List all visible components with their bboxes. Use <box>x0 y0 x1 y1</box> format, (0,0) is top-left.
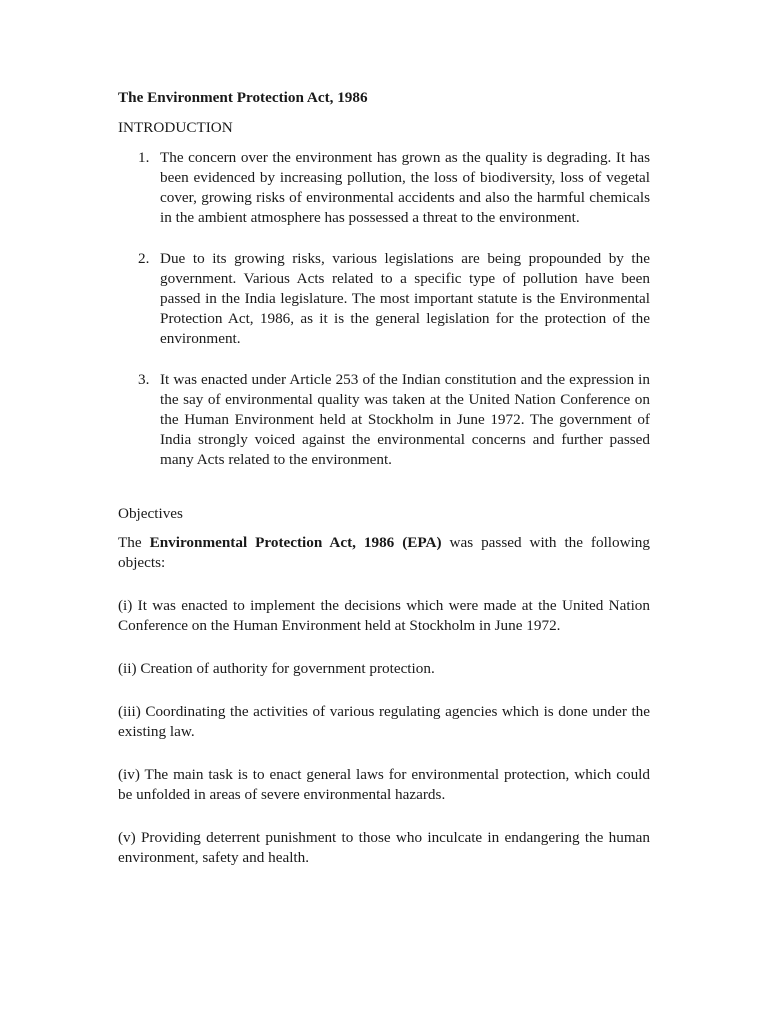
document-page <box>118 88 650 891</box>
list-item-text: Due to its growing risks, various legislations are being propounded by the government. Various Acts related to a specific type of pollution have been passed in the India legislature. The most important statute is the Environmental Protection Act, 1986, as it is the general legislation for the protection of the environment. <box>160 250 650 347</box>
document-title: The Environment Protection Act, 1986 <box>118 89 368 106</box>
objectives-intro-act-name: Environmental Protection Act, 1986 (EPA) <box>149 534 442 551</box>
list-item-number: 3. <box>138 371 150 388</box>
list-item-number: 1. <box>138 149 150 166</box>
list-item <box>118 249 650 349</box>
introduction-heading: INTRODUCTION <box>118 119 233 136</box>
objective-item: (i) It was enacted to implement the decisions which were made at the United Nation Conference on the Human Environment held at Stockholm in June 1972. <box>118 597 650 634</box>
list-item <box>118 148 650 228</box>
objective-item: (iv) The main task is to enact general laws for environmental protection, which could be unfolded in areas of severe environmental hazards. <box>118 766 650 803</box>
objectives-intro-prefix: The <box>118 534 150 551</box>
list-item <box>118 370 650 470</box>
list-item-number: 2. <box>138 250 150 267</box>
objectives-intro <box>118 533 650 573</box>
objectives-intro-suffix: was passed with the following objects: <box>118 534 650 571</box>
objectives-heading: Objectives <box>118 505 183 522</box>
objective-item: (ii) Creation of authority for government protection. <box>118 660 435 677</box>
list-item-text: The concern over the environment has grown as the quality is degrading. It has been evidenced by increasing pollution, the loss of biodiversity, loss of vegetal cover, growing risks of environmental accidents and also the harmful chemicals in the ambient atmosphere has possessed a threat to the environment. <box>160 149 650 226</box>
objective-item: (iii) Coordinating the activities of various regulating agencies which is done under the existing law. <box>118 703 650 740</box>
introduction-list <box>118 148 650 470</box>
objective-item: (v) Providing deterrent punishment to those who inculcate in endangering the human environment, safety and health. <box>118 829 650 866</box>
list-item-text: It was enacted under Article 253 of the Indian constitution and the expression in the say of environmental quality was taken at the United Nation Conference on the Human Environment held at Stockholm in June 1972. The government of India strongly voiced against the environmental concerns and further passed many Acts related to the environment. <box>160 371 650 468</box>
